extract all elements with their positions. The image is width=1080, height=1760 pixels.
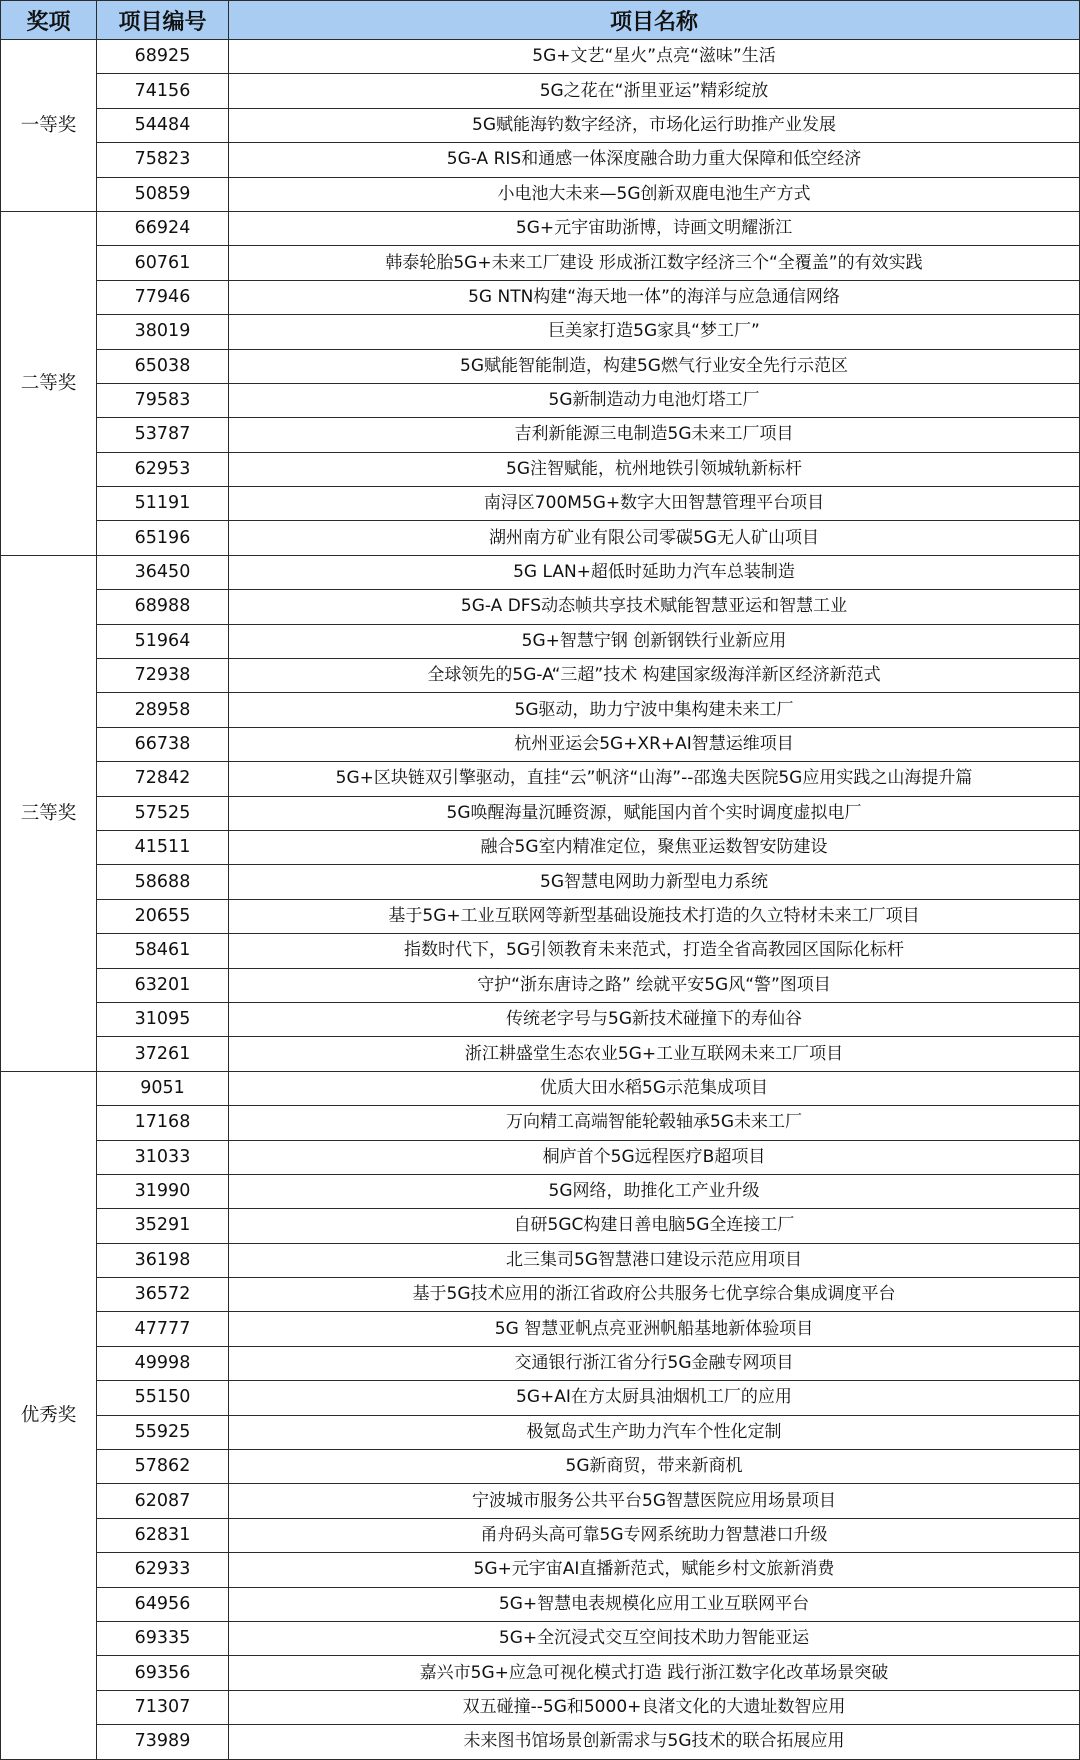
table-row [1, 555, 1080, 589]
project-name-cell: 优质大田水稻5G示范集成项目 [229, 1071, 1080, 1105]
project-name-cell: 5G+智慧电表规模化应用工业互联网平台 [229, 1587, 1080, 1621]
project-id-cell: 64956 [97, 1587, 229, 1621]
table-row [1, 315, 1080, 349]
project-id-cell: 74156 [97, 74, 229, 108]
table-row [1, 934, 1080, 968]
project-id-cell: 63201 [97, 968, 229, 1002]
project-id-cell: 31990 [97, 1174, 229, 1208]
award-category-cell: 一等奖 [1, 40, 97, 212]
table-row [1, 830, 1080, 864]
header-award: 奖项 [1, 1, 97, 40]
table-row [1, 74, 1080, 108]
project-id-cell: 41511 [97, 830, 229, 864]
project-id-cell: 73989 [97, 1725, 229, 1759]
project-id-cell: 60761 [97, 246, 229, 280]
table-row [1, 1381, 1080, 1415]
project-id-cell: 65196 [97, 521, 229, 555]
project-id-cell: 77946 [97, 280, 229, 314]
project-id-cell: 37261 [97, 1037, 229, 1071]
project-id-cell: 68925 [97, 40, 229, 74]
project-id-cell: 38019 [97, 315, 229, 349]
table-row [1, 487, 1080, 521]
project-id-cell: 72938 [97, 659, 229, 693]
project-id-cell: 68988 [97, 590, 229, 624]
project-id-cell: 57862 [97, 1450, 229, 1484]
project-id-cell: 66924 [97, 211, 229, 245]
project-name-cell: 5G注智赋能，杭州地铁引领城轨新标杆 [229, 452, 1080, 486]
table-row [1, 968, 1080, 1002]
table-row [1, 1002, 1080, 1036]
table-row [1, 1037, 1080, 1071]
project-name-cell: 5G-A DFS动态帧共享技术赋能智慧亚运和智慧工业 [229, 590, 1080, 624]
table-row [1, 1071, 1080, 1105]
project-id-cell: 58688 [97, 865, 229, 899]
project-name-cell: 湖州南方矿业有限公司零碳5G无人矿山项目 [229, 521, 1080, 555]
project-id-cell: 36198 [97, 1243, 229, 1277]
project-id-cell: 31033 [97, 1140, 229, 1174]
award-category-cell: 优秀奖 [1, 1071, 97, 1759]
project-name-cell: 5G新商贸，带来新商机 [229, 1450, 1080, 1484]
table-row [1, 211, 1080, 245]
project-name-cell: 极氪岛式生产助力汽车个性化定制 [229, 1415, 1080, 1449]
project-id-cell: 50859 [97, 177, 229, 211]
project-name-cell: 万向精工高端智能轮毂轴承5G未来工厂 [229, 1106, 1080, 1140]
table-row [1, 1415, 1080, 1449]
table-row [1, 1174, 1080, 1208]
project-id-cell: 35291 [97, 1209, 229, 1243]
table-row [1, 659, 1080, 693]
project-name-cell: 韩泰轮胎5G+未来工厂建设 形成浙江数字经济三个“全覆盖”的有效实践 [229, 246, 1080, 280]
table-row [1, 1484, 1080, 1518]
project-id-cell: 20655 [97, 899, 229, 933]
project-name-cell: 吉利新能源三电制造5G未来工厂项目 [229, 418, 1080, 452]
project-name-cell: 5G+AI在方太厨具油烟机工厂的应用 [229, 1381, 1080, 1415]
project-name-cell: 5G+全沉浸式交互空间技术助力智能亚运 [229, 1621, 1080, 1655]
table-row [1, 452, 1080, 486]
table-row [1, 590, 1080, 624]
project-name-cell: 北三集司5G智慧港口建设示范应用项目 [229, 1243, 1080, 1277]
project-id-cell: 79583 [97, 383, 229, 417]
project-name-cell: 甬舟码头高可靠5G专网系统助力智慧港口升级 [229, 1518, 1080, 1552]
table-row [1, 1209, 1080, 1243]
project-name-cell: 5G驱动，助力宁波中集构建未来工厂 [229, 693, 1080, 727]
project-name-cell: 浙江耕盛堂生态农业5G+工业互联网未来工厂项目 [229, 1037, 1080, 1071]
table-row [1, 1690, 1080, 1724]
project-name-cell: 5G之花在“浙里亚运”精彩绽放 [229, 74, 1080, 108]
project-id-cell: 71307 [97, 1690, 229, 1724]
project-id-cell: 57525 [97, 796, 229, 830]
table-row [1, 1587, 1080, 1621]
project-id-cell: 72842 [97, 762, 229, 796]
project-id-cell: 53787 [97, 418, 229, 452]
project-name-cell: 5G-A RIS和通感一体深度融合助力重大保障和低空经济 [229, 143, 1080, 177]
project-name-cell: 5G 智慧亚帆点亮亚洲帆船基地新体验项目 [229, 1312, 1080, 1346]
project-name-cell: 5G+智慧宁钢 创新钢铁行业新应用 [229, 624, 1080, 658]
table-row [1, 624, 1080, 658]
table-row [1, 899, 1080, 933]
table-row [1, 1312, 1080, 1346]
project-id-cell: 62953 [97, 452, 229, 486]
table-row [1, 865, 1080, 899]
project-name-cell: 5G赋能海钓数字经济，市场化运行助推产业发展 [229, 108, 1080, 142]
table-row [1, 521, 1080, 555]
table-row [1, 1518, 1080, 1552]
project-name-cell: 交通银行浙江省分行5G金融专网项目 [229, 1346, 1080, 1380]
table-row [1, 727, 1080, 761]
header-project-id: 项目编号 [97, 1, 229, 40]
table-row [1, 383, 1080, 417]
project-id-cell: 51964 [97, 624, 229, 658]
table-row [1, 1725, 1080, 1759]
table-row [1, 1346, 1080, 1380]
header-row [1, 1, 1080, 40]
table-row [1, 143, 1080, 177]
project-name-cell: 小电池大未来—5G创新双鹿电池生产方式 [229, 177, 1080, 211]
project-id-cell: 47777 [97, 1312, 229, 1346]
project-name-cell: 5G智慧电网助力新型电力系统 [229, 865, 1080, 899]
project-name-cell: 5G唤醒海量沉睡资源，赋能国内首个实时调度虚拟电厂 [229, 796, 1080, 830]
project-name-cell: 全球领先的5G-A“三超”技术 构建国家级海洋新区经济新范式 [229, 659, 1080, 693]
project-name-cell: 5G+元宇宙AI直播新范式，赋能乡村文旅新消费 [229, 1553, 1080, 1587]
table-row [1, 1243, 1080, 1277]
project-id-cell: 66738 [97, 727, 229, 761]
project-name-cell: 5G NTN构建“海天地一体”的海洋与应急通信网络 [229, 280, 1080, 314]
project-name-cell: 宁波城市服务公共平台5G智慧医院应用场景项目 [229, 1484, 1080, 1518]
project-id-cell: 49998 [97, 1346, 229, 1380]
project-name-cell: 桐庐首个5G远程医疗B超项目 [229, 1140, 1080, 1174]
table-row [1, 108, 1080, 142]
project-id-cell: 65038 [97, 349, 229, 383]
project-name-cell: 5G网络，助推化工产业升级 [229, 1174, 1080, 1208]
project-name-cell: 基于5G+工业互联网等新型基础设施技术打造的久立特材未来工厂项目 [229, 899, 1080, 933]
project-id-cell: 69335 [97, 1621, 229, 1655]
project-name-cell: 守护“浙东唐诗之路” 绘就平安5G风“警”图项目 [229, 968, 1080, 1002]
project-id-cell: 51191 [97, 487, 229, 521]
table-header [1, 1, 1080, 40]
project-name-cell: 5G+区块链双引擎驱动，直挂“云”帆济“山海”--邵逸夫医院5G应用实践之山海提升篇 [229, 762, 1080, 796]
project-name-cell: 5G LAN+超低时延助力汽车总装制造 [229, 555, 1080, 589]
table-row [1, 693, 1080, 727]
project-name-cell: 南浔区700M5G+数字大田智慧管理平台项目 [229, 487, 1080, 521]
project-id-cell: 58461 [97, 934, 229, 968]
table-row [1, 1450, 1080, 1484]
project-id-cell: 36450 [97, 555, 229, 589]
table-body [1, 40, 1080, 1760]
table-row [1, 1106, 1080, 1140]
project-id-cell: 9051 [97, 1071, 229, 1105]
project-id-cell: 54484 [97, 108, 229, 142]
table-row [1, 1656, 1080, 1690]
project-id-cell: 62933 [97, 1553, 229, 1587]
project-name-cell: 融合5G室内精准定位，聚焦亚运数智安防建设 [229, 830, 1080, 864]
project-name-cell: 嘉兴市5G+应急可视化模式打造 践行浙江数字化改革场景突破 [229, 1656, 1080, 1690]
project-name-cell: 未来图书馆场景创新需求与5G技术的联合拓展应用 [229, 1725, 1080, 1759]
project-id-cell: 62831 [97, 1518, 229, 1552]
project-name-cell: 传统老字号与5G新技术碰撞下的寿仙谷 [229, 1002, 1080, 1036]
table-row [1, 1621, 1080, 1655]
table-row [1, 1553, 1080, 1587]
project-id-cell: 28958 [97, 693, 229, 727]
table-row [1, 177, 1080, 211]
table-row [1, 349, 1080, 383]
table-row [1, 280, 1080, 314]
project-name-cell: 5G赋能智能制造，构建5G燃气行业安全先行示范区 [229, 349, 1080, 383]
header-project-name: 项目名称 [229, 1, 1080, 40]
project-name-cell: 5G+元宇宙助浙博，诗画文明耀浙江 [229, 211, 1080, 245]
project-name-cell: 杭州亚运会5G+XR+AI智慧运维项目 [229, 727, 1080, 761]
table-row [1, 40, 1080, 74]
table-row [1, 246, 1080, 280]
project-name-cell: 5G新制造动力电池灯塔工厂 [229, 383, 1080, 417]
project-name-cell: 基于5G技术应用的浙江省政府公共服务七优享综合集成调度平台 [229, 1278, 1080, 1312]
project-name-cell: 双五碰撞--5G和5000+良渚文化的大遗址数智应用 [229, 1690, 1080, 1724]
project-name-cell: 自研5GC构建日善电脑5G全连接工厂 [229, 1209, 1080, 1243]
project-name-cell: 5G+文艺“星火”点亮“滋味”生活 [229, 40, 1080, 74]
award-category-cell: 三等奖 [1, 555, 97, 1071]
project-name-cell: 巨美家打造5G家具“梦工厂” [229, 315, 1080, 349]
project-id-cell: 75823 [97, 143, 229, 177]
project-id-cell: 69356 [97, 1656, 229, 1690]
project-id-cell: 55150 [97, 1381, 229, 1415]
project-id-cell: 62087 [97, 1484, 229, 1518]
project-id-cell: 31095 [97, 1002, 229, 1036]
award-category-cell: 二等奖 [1, 211, 97, 555]
table-row [1, 762, 1080, 796]
project-id-cell: 17168 [97, 1106, 229, 1140]
project-id-cell: 36572 [97, 1278, 229, 1312]
project-id-cell: 55925 [97, 1415, 229, 1449]
table-row [1, 1140, 1080, 1174]
table-row [1, 1278, 1080, 1312]
table-row [1, 418, 1080, 452]
project-name-cell: 指数时代下，5G引领教育未来范式，打造全省高教园区国际化标杆 [229, 934, 1080, 968]
table-row [1, 796, 1080, 830]
